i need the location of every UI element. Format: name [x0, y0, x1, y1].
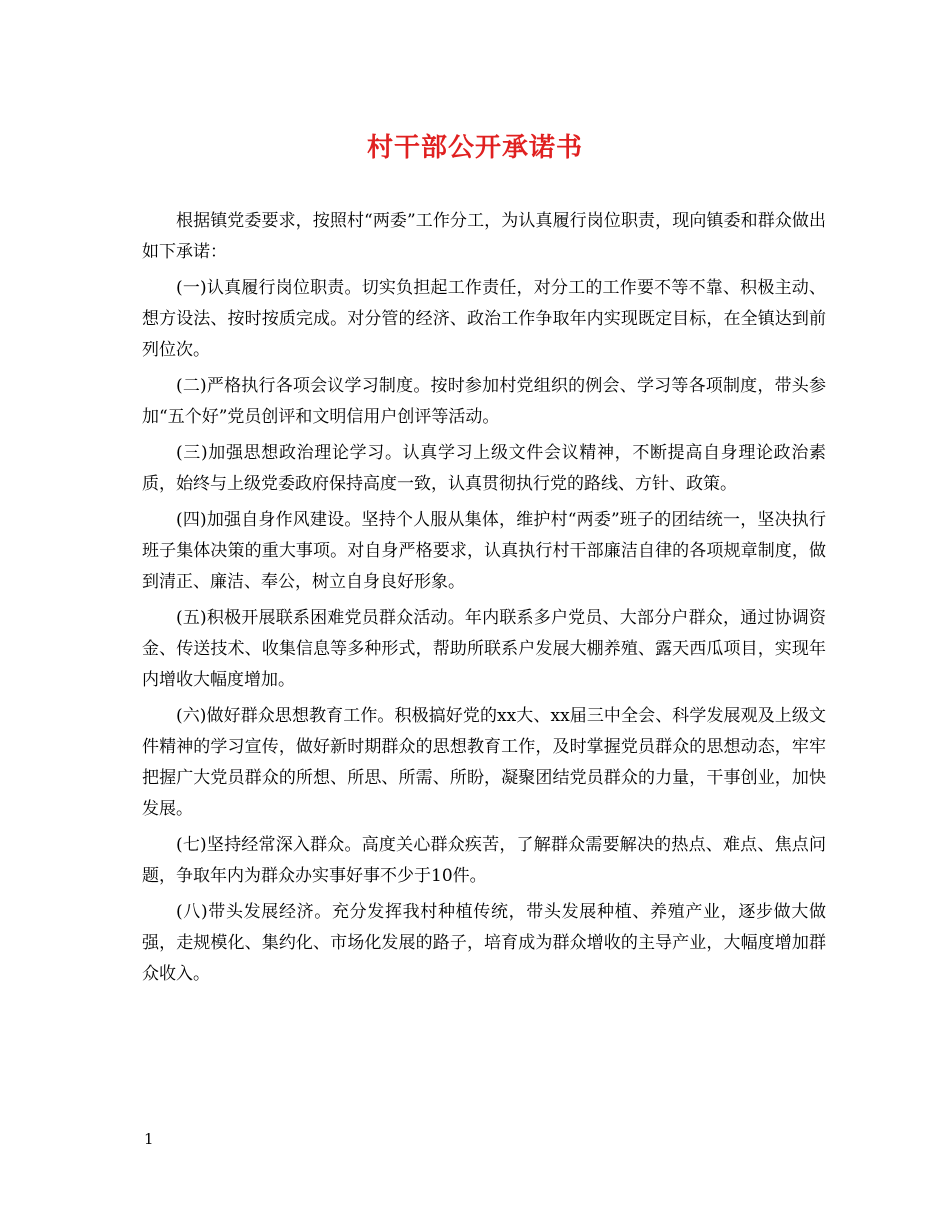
page-number: 1	[144, 1130, 154, 1148]
paragraph-item-2: (二)严格执行各项会议学习制度。按时参加村党组织的例会、学习等各项制度，带头参加“五个好”党员创评和文明信用户创评等活动。	[142, 376, 826, 427]
paragraph-item-6: (六)做好群众思想教育工作。积极搞好党的xx大、xx届三中全会、科学发展观及上级文件精神的学习宣传，做好新时期群众的思想教育工作，及时掌握党员群众的思想动态，牢牢把握广大党员群众的所想、所思、所需、所盼，凝聚团结党员群众的力量，干事创业，加快发展。	[142, 706, 826, 819]
document-title: 村干部公开承诺书	[366, 133, 583, 163]
paragraph-item-1: (一)认真履行岗位职责。切实负担起工作责任，对分工的工作要不等不靠、积极主动、想方设法、按时按质完成。对分管的经济、政治工作争取年内实现既定目标，在全镇达到前列位次。	[142, 278, 826, 360]
paragraph-item-8: (八)带头发展经济。充分发挥我村种植传统，带头发展种植、养殖产业，逐步做大做强，走规模化、集约化、市场化发展的路子，培育成为群众增收的主导产业，大幅度增加群众收入。	[142, 902, 826, 984]
paragraph-item-5: (五)积极开展联系困难党员群众活动。年内联系多户党员、大部分户群众，通过协调资金、传送技术、收集信息等多种形式，帮助所联系户发展大棚养殖、露天西瓜项目，实现年内增收大幅度增加。	[142, 608, 826, 690]
paragraph-item-7: (七)坚持经常深入群众。高度关心群众疾苦，了解群众需要解决的热点、难点、焦点问题，争取年内为群众办实事好事不少于10件。	[142, 835, 826, 886]
document-body	[142, 206, 826, 995]
paragraph-item-4: (四)加强自身作风建设。坚持个人服从集体，维护村“两委”班子的团结统一，坚决执行班子集体决策的重大事项。对自身严格要求，认真执行村干部廉洁自律的各项规章制度，做到清正、廉洁、奉公，树立自身良好形象。	[142, 510, 826, 592]
paragraph-intro: 根据镇党委要求，按照村“两委”工作分工，为认真履行岗位职责，现向镇委和群众做出如下承诺：	[142, 211, 826, 262]
paragraph-item-3: (三)加强思想政治理论学习。认真学习上级文件会议精神，不断提高自身理论政治素质，始终与上级党委政府保持高度一致，认真贯彻执行党的路线、方针、政策。	[142, 443, 826, 494]
